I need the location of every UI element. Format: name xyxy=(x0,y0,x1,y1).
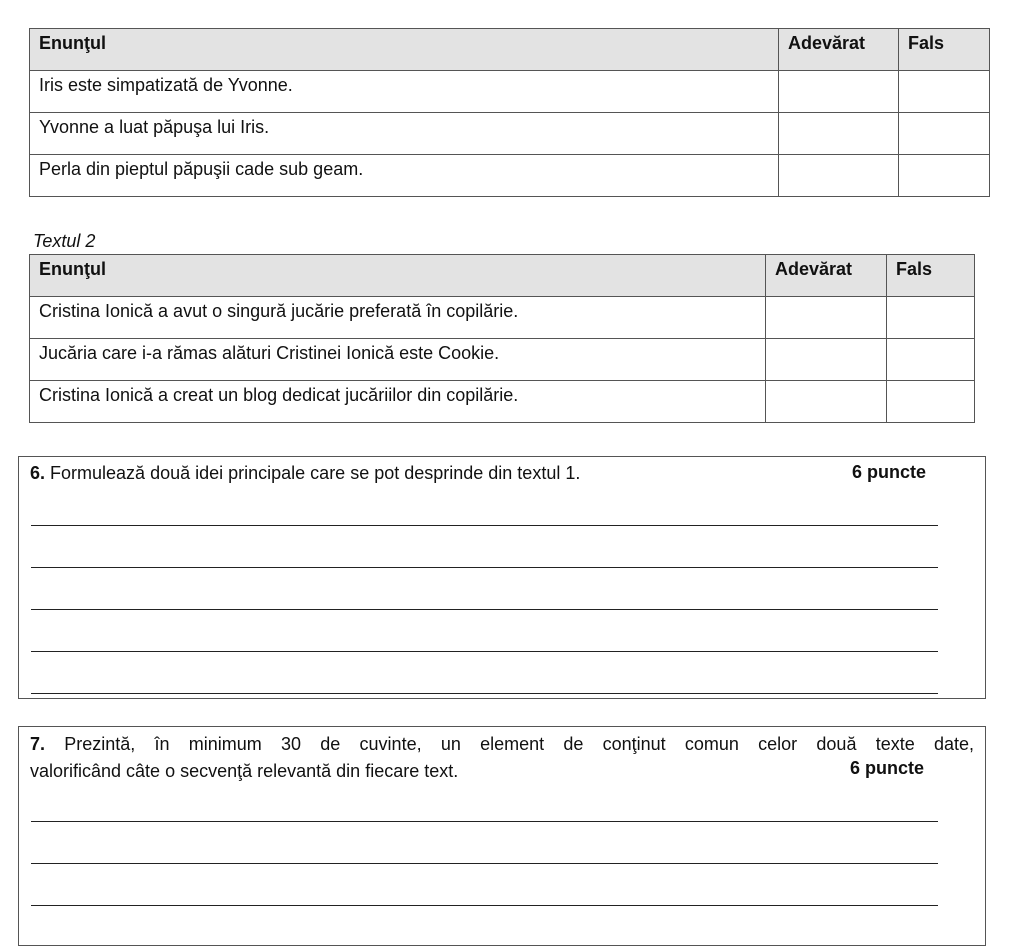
question-6-text: Formulează două idei principale care se pot desprinde din textul 1. xyxy=(50,463,581,483)
true-answer-cell[interactable] xyxy=(766,297,887,339)
question-7-text-1: Prezintă, în minimum 30 de cuvinte, un element de conţinut comun celor două texte date, xyxy=(64,734,974,754)
table-header-row xyxy=(30,255,975,297)
statement-cell: Cristina Ionică a creat un blog dedicat jucăriilor din copilărie. xyxy=(30,381,766,423)
false-answer-cell[interactable] xyxy=(887,339,975,381)
true-answer-cell[interactable] xyxy=(766,339,887,381)
table-row xyxy=(30,155,990,197)
text-2-caption: Textul 2 xyxy=(33,231,96,251)
column-header-true: Adevărat xyxy=(766,255,887,297)
answer-line[interactable] xyxy=(31,609,938,610)
table-row xyxy=(30,339,975,381)
question-7-number: 7. xyxy=(30,734,46,754)
false-answer-cell[interactable] xyxy=(899,71,990,113)
column-header-statement: Enunţul xyxy=(30,255,766,297)
question-7-box xyxy=(18,726,986,946)
answer-line[interactable] xyxy=(31,821,938,822)
answer-line[interactable] xyxy=(31,651,938,652)
question-6-box xyxy=(18,456,986,699)
true-answer-cell[interactable] xyxy=(779,71,899,113)
question-7-prompt xyxy=(30,731,974,785)
answer-line[interactable] xyxy=(31,567,938,568)
true-false-table-2 xyxy=(29,254,975,423)
answer-line[interactable] xyxy=(31,905,938,906)
true-false-table-1 xyxy=(29,28,990,197)
answer-line[interactable] xyxy=(31,863,938,864)
false-answer-cell[interactable] xyxy=(887,381,975,423)
statement-cell: Cristina Ionică a avut o singură jucărie preferată în copilărie. xyxy=(30,297,766,339)
true-answer-cell[interactable] xyxy=(766,381,887,423)
question-7-points: 6 puncte xyxy=(850,758,925,778)
false-answer-cell[interactable] xyxy=(899,155,990,197)
answer-line[interactable] xyxy=(31,693,938,694)
table-header-row xyxy=(30,29,990,71)
question-7-line-1 xyxy=(30,731,974,758)
column-header-false: Fals xyxy=(899,29,990,71)
question-6-points: 6 puncte xyxy=(852,462,927,482)
statement-cell: Perla din pieptul păpuşii cade sub geam. xyxy=(30,155,779,197)
statement-cell: Iris este simpatizată de Yvonne. xyxy=(30,71,779,113)
question-7-text-2: valorificând câte o secvenţă relevantă din fiecare text. xyxy=(30,761,459,781)
answer-line[interactable] xyxy=(31,525,938,526)
table-row xyxy=(30,71,990,113)
table-row xyxy=(30,297,975,339)
statement-cell: Jucăria care i-a rămas alături Cristinei Ionică este Cookie. xyxy=(30,339,766,381)
false-answer-cell[interactable] xyxy=(887,297,975,339)
column-header-true: Adevărat xyxy=(779,29,899,71)
column-header-statement: Enunţul xyxy=(30,29,779,71)
true-answer-cell[interactable] xyxy=(779,113,899,155)
question-6-prompt xyxy=(30,462,580,485)
column-header-false: Fals xyxy=(887,255,975,297)
question-6-number: 6. xyxy=(30,463,46,483)
true-answer-cell[interactable] xyxy=(779,155,899,197)
statement-cell: Yvonne a luat păpuşa lui Iris. xyxy=(30,113,779,155)
table-row xyxy=(30,381,975,423)
table-row xyxy=(30,113,990,155)
false-answer-cell[interactable] xyxy=(899,113,990,155)
